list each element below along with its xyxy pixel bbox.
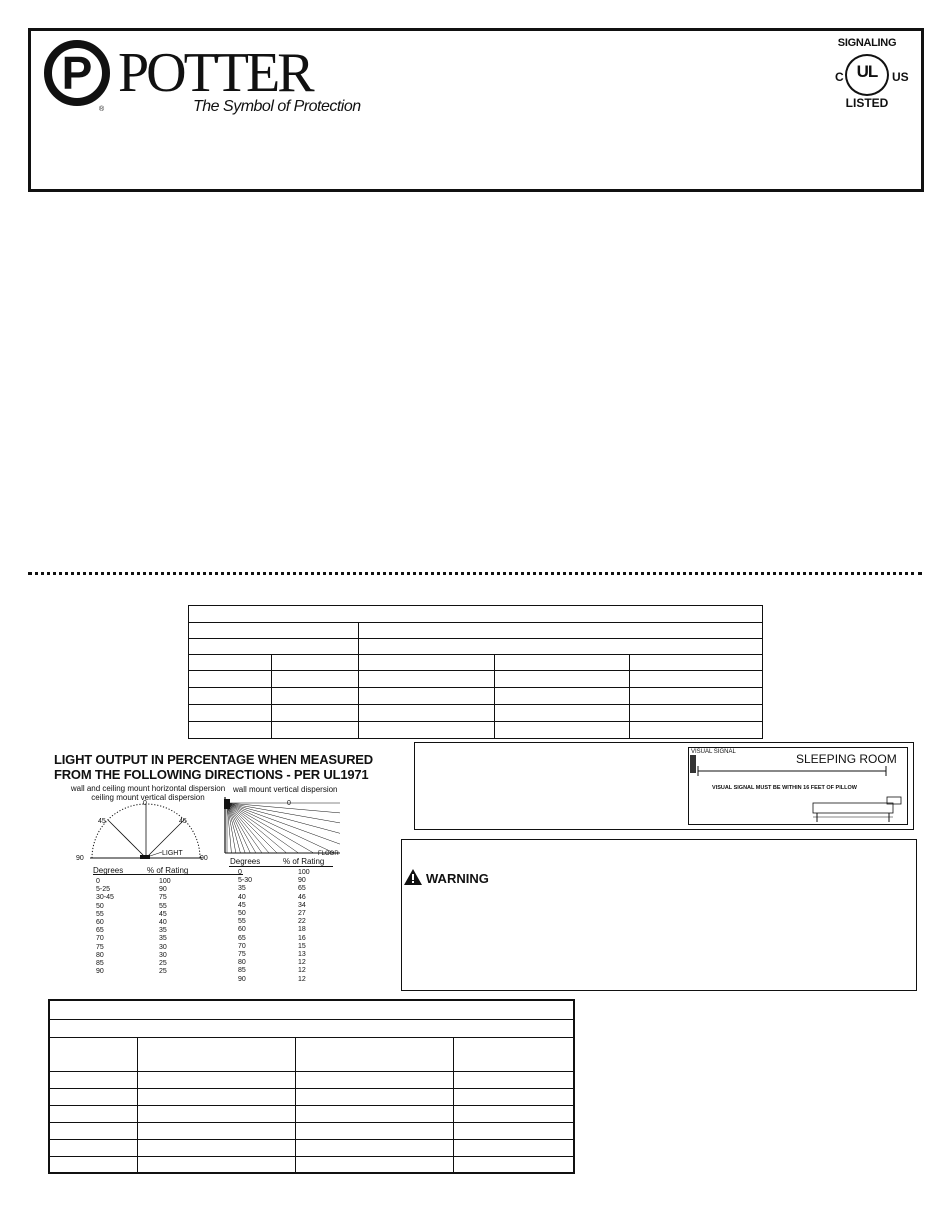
horizontal-rating-value: 30 — [159, 943, 167, 951]
table-cell — [189, 606, 763, 623]
horizontal-rating-value: 90 — [159, 886, 167, 894]
horizontal-ratings-column — [159, 878, 171, 976]
vertical-degree-value: 0 — [238, 869, 242, 876]
registered-mark: ® — [99, 106, 105, 113]
vertical-degree-value: 40 — [238, 893, 246, 901]
light-output-title-line2: FROM THE FOLLOWING DIRECTIONS - PER UL1971 — [54, 767, 369, 782]
sleeping-room-title: SLEEPING ROOM — [796, 752, 897, 766]
vertical-rating-value: 13 — [298, 951, 306, 959]
vertical-rating-value: 100 — [298, 869, 310, 876]
horizontal-table-rule — [93, 874, 243, 875]
light-output-title-line1: LIGHT OUTPUT IN PERCENTAGE WHEN MEASURED — [54, 752, 373, 767]
vertical-degree-value: 5-30 — [238, 877, 253, 885]
ul-signaling-label: SIGNALING — [837, 37, 897, 49]
horizontal-degrees-column — [96, 878, 114, 976]
vertical-degree-value: 50 — [238, 910, 246, 918]
brand-name: POTTER — [118, 42, 312, 104]
horizontal-rating-value: 75 — [159, 894, 167, 902]
vertical-degrees-column — [238, 869, 252, 984]
horizontal-degree-value: 50 — [96, 902, 104, 910]
angle-label: 0 — [143, 800, 147, 807]
table-cell — [189, 623, 359, 639]
warning-label: WARNING — [426, 871, 489, 886]
horizontal-degree-value: 5-25 — [96, 886, 111, 894]
dispersion-ray — [227, 803, 340, 813]
vertical-degree-value: 80 — [238, 959, 246, 967]
vertical-degree-value: 75 — [238, 951, 246, 959]
table-cell — [359, 623, 763, 639]
horizontal-degree-value: 75 — [96, 943, 104, 951]
vertical-degree-value: 55 — [238, 918, 246, 926]
ul-listed-label: LISTED — [845, 96, 889, 110]
light-output-title — [54, 752, 373, 782]
visual-signal-label: VISUAL SIGNAL — [691, 749, 736, 755]
sleeping-room-note: VISUAL SIGNAL MUST BE WITHIN 16 FEET OF PILLOW — [712, 785, 857, 791]
horizontal-degree-value: 55 — [96, 910, 104, 918]
vertical-table-rule — [229, 866, 333, 867]
warning-box — [401, 839, 917, 991]
floor-label: FLOOR — [318, 851, 339, 857]
horizontal-col-degrees: Degrees — [93, 866, 124, 875]
horizontal-rating-value: 35 — [159, 935, 167, 943]
vertical-rating-value: 27 — [298, 910, 306, 918]
vertical-rating-value: 18 — [298, 926, 306, 934]
horizontal-rating-value: 40 — [159, 919, 167, 927]
angle-label: 90 — [200, 855, 208, 862]
vertical-degree-value: 70 — [238, 942, 246, 950]
dotted-divider — [28, 572, 922, 575]
horizontal-degree-value: 70 — [96, 935, 104, 943]
spec-table-bottom — [48, 999, 575, 1174]
vertical-rating-value: 12 — [298, 967, 306, 975]
horizontal-rating-value: 100 — [159, 878, 171, 885]
vertical-zero-label: 0 — [287, 800, 291, 807]
vertical-degree-value: 45 — [238, 901, 246, 909]
tagline: The Symbol of Protection — [193, 98, 361, 115]
horizontal-rating-value: 30 — [159, 951, 167, 959]
horizontal-rating-value: 25 — [159, 968, 167, 976]
vertical-dispersion-label: wall mount vertical dispersion — [233, 785, 338, 794]
ul-us-label: US — [892, 70, 909, 84]
angle-label: 45 — [98, 818, 106, 825]
ul-center-label: UL — [856, 62, 878, 81]
vertical-rating-value: 22 — [298, 918, 306, 926]
vertical-rating-value: 16 — [298, 934, 306, 942]
horizontal-rating-value: 45 — [159, 910, 167, 918]
dispersion-ray — [227, 803, 334, 853]
horizontal-rating-value: 35 — [159, 927, 167, 935]
horizontal-degree-value: 65 — [96, 927, 104, 935]
logo-letter: P — [61, 47, 93, 99]
dispersion-ray — [227, 803, 340, 833]
horizontal-rating-value: 25 — [159, 960, 167, 968]
warning-triangle-icon — [404, 869, 422, 885]
horizontal-degree-value: 60 — [96, 919, 104, 927]
vertical-rating-value: 46 — [298, 893, 306, 901]
spec-table-top — [188, 605, 763, 739]
vertical-degree-value: 60 — [238, 926, 246, 934]
vertical-rating-value: 65 — [298, 885, 306, 893]
horizontal-degree-value: 80 — [96, 951, 104, 959]
vertical-rating-value: 90 — [298, 877, 306, 885]
horizontal-label-line1: wall and ceiling mount horizontal dispersion — [70, 784, 226, 793]
vertical-degree-value: 65 — [238, 934, 246, 942]
horizontal-dispersion-diagram — [76, 800, 216, 866]
horizontal-label-line2: ceiling mount vertical dispersion — [91, 793, 205, 802]
vertical-rating-value: 34 — [298, 901, 306, 909]
vertical-ratings-column — [298, 869, 310, 984]
vertical-degree-value: 90 — [238, 975, 246, 983]
ul-c-label: C — [835, 70, 844, 84]
vertical-degree-value: 35 — [238, 885, 246, 893]
horizontal-col-rating: % of Rating — [147, 866, 189, 875]
horizontal-degree-value: 90 — [96, 968, 104, 976]
vertical-rating-value: 12 — [298, 975, 306, 983]
vertical-col-degrees: Degrees — [230, 857, 261, 866]
vertical-col-rating: % of Rating — [283, 857, 325, 866]
horizontal-degree-value: 85 — [96, 960, 104, 968]
horizontal-rating-value: 55 — [159, 902, 167, 910]
horizontal-degree-value: 0 — [96, 878, 100, 885]
light-label: LIGHT — [162, 850, 183, 857]
vertical-degree-value: 85 — [238, 967, 246, 975]
vertical-rating-value: 15 — [298, 942, 306, 950]
table-cell — [189, 639, 359, 655]
table-cell — [359, 639, 763, 655]
angle-label: 45 — [179, 818, 187, 825]
vertical-dispersion-diagram — [222, 795, 342, 855]
angle-label: 90 — [76, 855, 84, 862]
horizontal-degree-value: 30-45 — [96, 894, 114, 902]
vertical-rating-value: 12 — [298, 959, 306, 967]
